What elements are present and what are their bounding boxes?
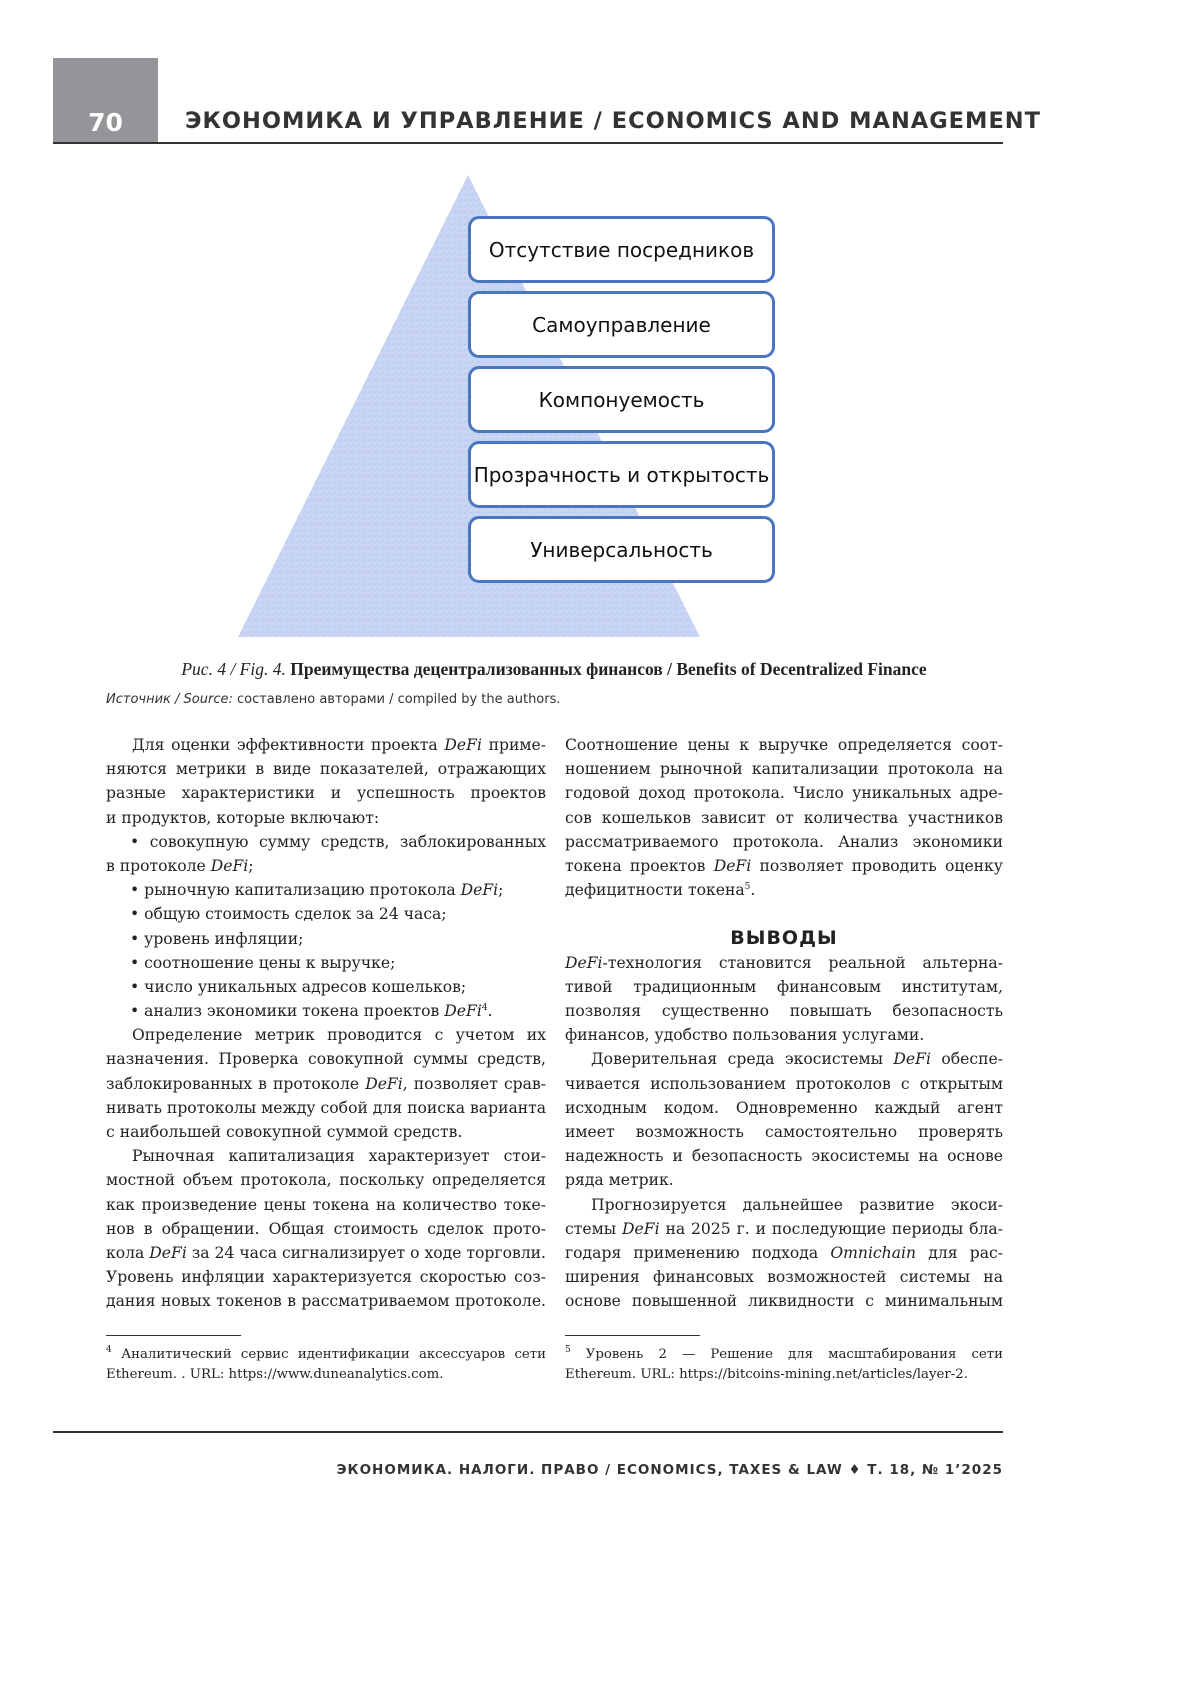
text-segment: DeFi — [622, 1219, 660, 1238]
text-segment: обеспе- — [930, 1050, 1003, 1069]
text-segment: Прогнозируется дальнейшее развитие экоси- — [591, 1195, 1003, 1214]
text-line — [106, 854, 546, 878]
left-column — [106, 733, 546, 1314]
text-segment: • рыночную капитализацию протокола — [130, 881, 461, 900]
footnote-5 — [565, 1345, 1003, 1385]
pyramid-level-4: Прозрачность и открытость — [468, 441, 775, 508]
text-segment: • общую стоимость сделок за 24 часа; — [130, 905, 447, 924]
text-line — [565, 1047, 1003, 1071]
text-line — [106, 757, 546, 781]
text-segment: ; — [498, 881, 504, 900]
text-segment: ширения финансовых возможностей системы на — [565, 1268, 1003, 1287]
text-segment: DeFi — [713, 856, 752, 875]
text-segment: позволяет проводить оценку — [751, 856, 1003, 875]
text-segment: дания новых токенов в рассматриваемом протоколе. — [106, 1292, 546, 1311]
text-line — [565, 1241, 1003, 1265]
text-line — [106, 902, 546, 926]
text-segment: финансов, удобство пользования услугами. — [565, 1026, 925, 1045]
text-line — [106, 1120, 546, 1144]
right-column — [565, 733, 1003, 1314]
text-segment: • анализ экономики токена проектов — [130, 1002, 445, 1021]
text-segment: • число уникальных адресов кошельков; — [130, 977, 467, 996]
text-line — [106, 1193, 546, 1217]
text-segment: . — [487, 1002, 493, 1021]
footnote-4 — [106, 1345, 546, 1385]
text-segment: Omnichain — [830, 1243, 917, 1262]
text-segment: ; — [248, 856, 254, 875]
text-line — [565, 757, 1003, 781]
text-segment: DeFi — [460, 881, 499, 900]
text-segment: DeFi — [365, 1074, 403, 1093]
text-line — [106, 806, 546, 830]
text-segment: дефицитности токена — [565, 881, 745, 900]
text-line — [106, 1168, 546, 1192]
text-segment: • совокупную сумму средств, заблокированных — [130, 832, 546, 851]
text-segment: в протоколе — [106, 856, 211, 875]
text-segment: годовой доход протокола. Число уникальных адре- — [565, 784, 1003, 803]
pyramid-level-1: Отсутствие посредников — [468, 216, 775, 283]
text-segment: Определение метрик проводится с учетом их — [132, 1026, 546, 1045]
text-segment: за 24 часа сигнализирует о ходе торговли. — [186, 1243, 547, 1262]
caption-title: Преимущества децентрализованных финансов / Benefits of Decentralized Finance — [290, 659, 927, 679]
text-line — [106, 927, 546, 951]
footnote-mark: 5 — [565, 1345, 571, 1355]
text-line — [106, 975, 546, 999]
text-line — [565, 1120, 1003, 1144]
text-segment: DeFi — [444, 736, 482, 754]
text-line — [565, 951, 1003, 975]
source-text: составлено авторами / compiled by the authors. — [236, 692, 561, 707]
text-segment: на 2025 г. и последующие периоды бла- — [659, 1219, 1003, 1238]
footnote-url: Ethereum. . URL: https://www.duneanalytics.com. — [106, 1367, 444, 1382]
text-segment: исходным кодом. Одновременно каждый агент — [565, 1098, 1003, 1117]
text-segment: основе повышенной ликвидности с минимальным — [565, 1292, 1003, 1311]
text-segment: назначения. Проверка совокупной суммы средств, — [106, 1050, 546, 1069]
diamond-separator-icon: ♦ — [848, 1462, 862, 1478]
pyramid-level-5: Универсальность — [468, 516, 775, 583]
header-rule — [53, 142, 1003, 144]
pyramid-level-3: Компонуемость — [468, 366, 775, 433]
text-line — [106, 1023, 546, 1047]
text-line — [565, 1096, 1003, 1120]
text-segment: годаря применению подхода — [565, 1243, 831, 1262]
text-segment: и продуктов, которые включают: — [106, 808, 380, 827]
figure-caption — [0, 659, 1108, 680]
text-line — [565, 975, 1003, 999]
text-line — [565, 902, 1003, 926]
text-line — [106, 1217, 546, 1241]
text-segment: ряда метрик. — [565, 1171, 674, 1190]
journal-issue: Т. 18, № 1’2025 — [867, 1462, 1003, 1478]
footer-rule — [53, 1431, 1003, 1433]
text-segment: • уровень инфляции; — [130, 929, 304, 948]
pyramid-level-2: Самоуправление — [468, 291, 775, 358]
text-segment: DeFi — [149, 1243, 187, 1262]
text-segment: для рас- — [916, 1243, 1003, 1262]
text-segment: кола — [106, 1243, 150, 1262]
text-segment: 5 — [744, 882, 751, 893]
text-segment: токена проектов — [565, 856, 714, 875]
text-segment: с наибольшей совокупной суммой средств. — [106, 1123, 463, 1141]
text-line — [106, 733, 546, 757]
text-line — [565, 1168, 1003, 1192]
text-line — [565, 854, 1003, 878]
text-line — [565, 806, 1003, 830]
text-line — [106, 1289, 546, 1313]
text-line — [565, 1289, 1003, 1313]
text-segment: ВЫВОДЫ — [730, 926, 838, 949]
text-line — [106, 999, 546, 1023]
journal-footer — [337, 1462, 1003, 1478]
footnote-text: Аналитический сервис идентификации аксессуаров сети — [121, 1347, 546, 1362]
text-segment: нов в обращении. Общая стоимость сделок прото- — [106, 1219, 546, 1238]
section-heading — [565, 927, 1003, 951]
text-segment: , позволяет срав- — [402, 1074, 546, 1093]
text-line — [106, 1144, 546, 1168]
text-line — [565, 1193, 1003, 1217]
text-line — [565, 1023, 1003, 1047]
text-line — [565, 781, 1003, 805]
text-line — [106, 1241, 546, 1265]
footnote-url: Ethereum. URL: https://bitcoins-mining.net/articles/layer-2. — [565, 1367, 968, 1382]
text-segment: Соотношение цены к выручке определяется соот- — [565, 736, 1003, 754]
text-segment: Доверительная среда экосистемы — [591, 1050, 894, 1069]
text-segment: мостной объем протокола, поскольку определяется — [106, 1171, 546, 1190]
text-line — [106, 1265, 546, 1289]
journal-name: ЭКОНОМИКА. НАЛОГИ. ПРАВО / ECONOMICS, TAXES & LAW — [336, 1462, 843, 1478]
page-number-box — [53, 58, 158, 143]
text-line — [565, 999, 1003, 1023]
figure-source — [106, 692, 561, 707]
text-line — [565, 1265, 1003, 1289]
footnote-rule-right — [565, 1335, 700, 1336]
text-segment: тивой традиционным финансовым институтам, — [565, 977, 1003, 996]
text-segment: как произведение цены токена на количество токе- — [106, 1195, 546, 1214]
caption-label: Рис. 4 / Fig. 4. — [181, 659, 286, 679]
text-segment: няются метрики в виде показателей, отражающих — [106, 760, 546, 779]
text-line — [565, 878, 1003, 902]
footnote-mark: 4 — [106, 1345, 112, 1355]
section-title: ЭКОНОМИКА И УПРАВЛЕНИЕ / ECONOMICS AND MANAGEMENT — [185, 108, 1041, 134]
text-segment: заблокированных в протоколе — [106, 1074, 366, 1093]
source-label: Источник / Source: — [106, 692, 233, 707]
text-segment: Уровень инфляции характеризуется скоростью соз- — [106, 1268, 546, 1287]
text-line — [106, 1096, 546, 1120]
text-segment: позволяя существенно повышать безопасность — [565, 1002, 1003, 1021]
text-line — [106, 781, 546, 805]
footnote-rule-left — [106, 1335, 241, 1336]
text-segment: чивается использованием протоколов с открытым — [565, 1074, 1003, 1093]
text-segment: 4 — [481, 1003, 488, 1014]
text-line — [106, 1047, 546, 1071]
text-line — [106, 951, 546, 975]
footnote-text: Уровень 2 — Решение для масштабирования сети — [585, 1347, 1003, 1362]
text-segment: Для оценки эффективности проекта — [132, 736, 445, 754]
text-segment: -технология становится реальной альтерна- — [602, 953, 1003, 972]
text-line — [106, 878, 546, 902]
text-segment: стемы — [565, 1219, 623, 1238]
text-line — [106, 830, 546, 854]
text-segment: рассматриваемого протокола. Анализ экономики — [565, 832, 1003, 851]
text-line — [106, 1072, 546, 1096]
text-line — [565, 733, 1003, 757]
text-line — [565, 1072, 1003, 1096]
text-line — [565, 830, 1003, 854]
text-segment: имеет возможность самостоятельно проверять — [565, 1123, 1003, 1141]
text-segment: DeFi — [893, 1050, 931, 1069]
text-segment: сов кошельков зависит от количества участников — [565, 808, 1003, 827]
text-line — [565, 1144, 1003, 1168]
page-number: 70 — [88, 108, 123, 137]
text-segment: надежность и безопасность экосистемы на основе — [565, 1147, 1003, 1166]
text-segment: DeFi — [444, 1002, 482, 1021]
text-segment: нивать протоколы между собой для поиска варианта — [106, 1098, 547, 1117]
text-segment: . — [750, 881, 756, 900]
text-segment: DeFi — [565, 953, 603, 972]
text-segment: ношением рыночной капитализации протокола на — [565, 760, 1003, 779]
text-line — [565, 1217, 1003, 1241]
text-segment: Рыночная капитализация характеризует стои- — [132, 1147, 546, 1166]
text-segment: разные характеристики и успешность проектов — [106, 784, 546, 803]
text-segment: приме- — [481, 736, 546, 754]
text-segment: • соотношение цены к выручке; — [130, 953, 396, 972]
text-segment: DeFi — [210, 856, 249, 875]
